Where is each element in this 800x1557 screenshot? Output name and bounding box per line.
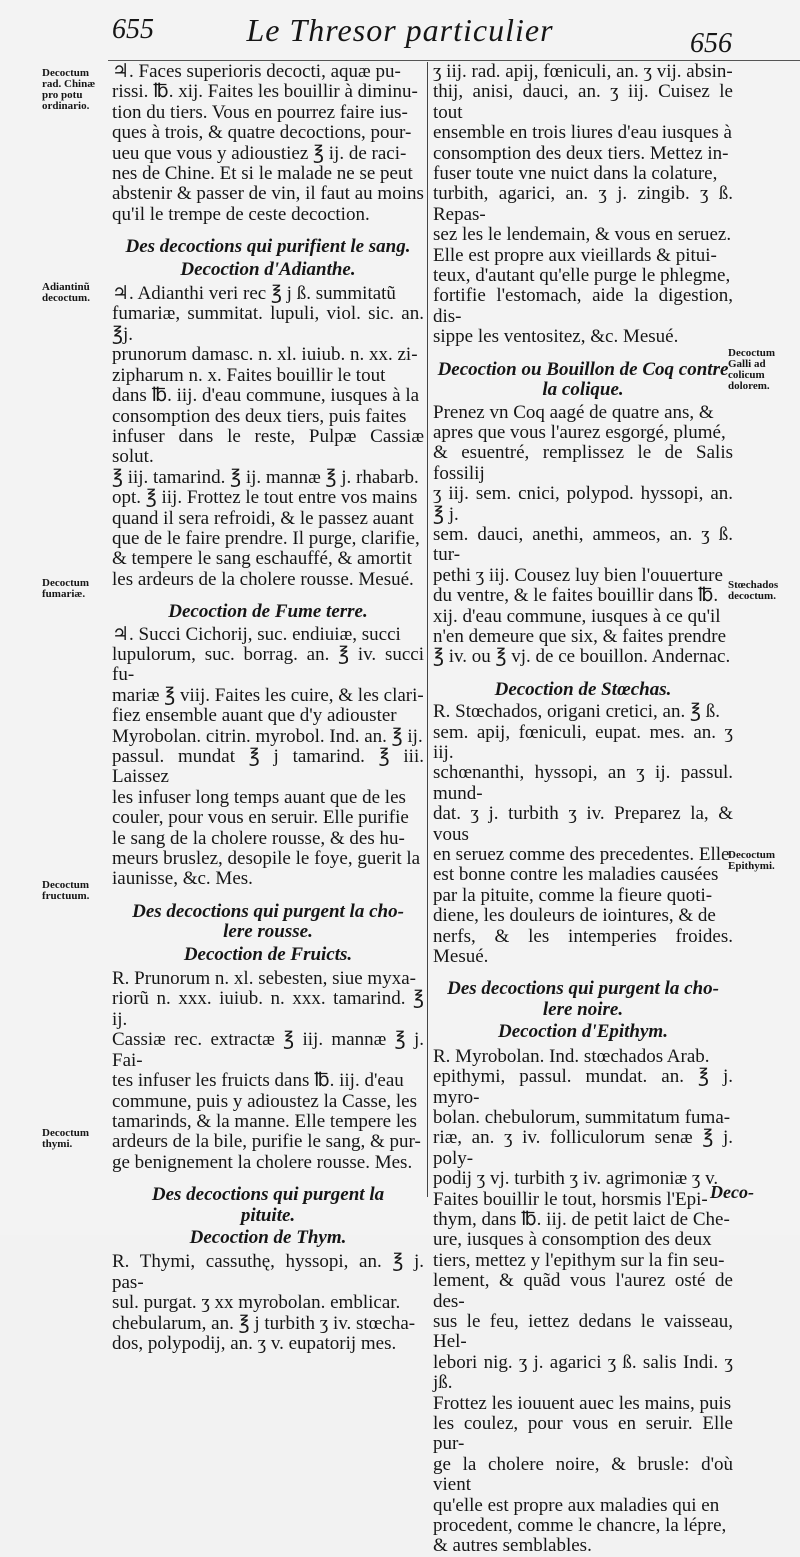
section-heading: Des decoctions qui purgent la cho- lere rousse. (132, 900, 404, 943)
subsection-heading: Decoction d'Epithym. (498, 1021, 668, 1043)
subsection-heading: Decoction de Thym. (189, 1226, 347, 1248)
paragraph: ♃. Adianthi veri rec ℥ j ß. summitatũ fumariæ, summitat. lupuli, viol. sic. an. ℥j. prunorum damasc. n. xl. iuiub. n. xx. zi- zipharum n. x. Faites bouillir le tout dans ℔. iij. d'eau commune, iusques à la consomption des deux tiers, puis faites infuser dans le reste, Pulpæ Cassiæ solut. ℥ iij. tamarind. ℥ ij. mannæ ℥ j. rhabarb. opt. ℥ iij. Frottez le tout entre vos mains quand il sera refroidi, & le passez auant que de le faire prendre. Il purge, clarifie, & tempere le sang eschauffé, & amortit les ardeurs de la cholere rousse. Mesué. (112, 283, 424, 590)
margin-note: Adiantinũ decoctum. (42, 281, 90, 304)
section-heading: Des decoctions qui purgent la pituite. (151, 1184, 385, 1226)
margin-note: Decoctum rad. Chinæ pro potu ordinario. (42, 67, 96, 112)
margin-note: Decoctum Galli ad colicum dolorem. (728, 347, 776, 392)
left-column (112, 62, 424, 1354)
paragraph: ♃. Succi Cichorij, suc. endiuiæ, succi lupulorum, suc. borrag. an. ℥ iv. succi fu- mariæ ℥ viij. Faites les cuire, & les clari- fiez ensemble auant que d'y adiouster Myrobolan. citrin. myrobol. Ind. an. ℥ ij. passul. mundat ℥ j tamarind. ℥ iii. Laissez les infuser long temps auant que de les couler, pour vous en seruir. Elle purifie le sang de la cholere rousse, & des hu- meurs bruslez, desopile le foye, guerit la iaunisse, &c. Mes. (112, 623, 424, 890)
margin-note: Stœchados decoctum. (728, 579, 779, 602)
paragraph: Prenez vn Coq aagé de quatre ans, & apres que vous l'aurez esgorgé, plumé, & esuentré, remplissez le de Salis fossilij ʒ iij. sem. cnici, polypod. hyssopi, an. ℥ j. sem. dauci, anethi, ammeos, an. ʒ ß. tur- pethi ʒ iij. Cousez luy bien l'ouuerture du ventre, & le faites bouillir dans ℔. xij. d'eau commune, iusques à ce qu'il n'en demeure que six, & faites prendre ℥ iv. ou ℥ vj. de ce bouillon. Andernac. (433, 401, 733, 668)
running-title: Le Thresor particulier (246, 12, 554, 48)
page-number-right: 656 (690, 28, 732, 59)
paragraph: R. Thymi, cassuthę, hyssopi, an. ℥ j. pas- sul. purgat. ʒ xx myrobolan. emblicar. chebularum, an. ℥ j turbith ʒ iv. stœcha- dos, polypodij, an. ʒ v. eupatorij mes. (112, 1251, 424, 1354)
paragraph: R. Stœchados, origani cretici, an. ℥ ß. sem. apij, fœniculi, eupat. mes. an. ʒ iij. schœnanthi, hyssopi, an ʒ ij. passul. mund- dat. ʒ j. turbith ʒ iv. Preparez la, & vous en seruez comme des precedentes. Elle est bonne contre les maladies causées par la pituite, comme la fieure quoti- diene, les douleurs de iointures, & de nerfs, & les intemperies froides. Mesué. (433, 701, 733, 968)
margin-note: Decoctum fumariæ. (42, 577, 90, 600)
section-heading: Decoction de Fume terre. (168, 601, 368, 623)
column-divider (427, 62, 428, 1197)
subsection-heading: Decoction d'Adianthe. (180, 258, 356, 280)
section-heading: Decoction ou Bouillon de Coq contre la colique. (437, 358, 729, 401)
margin-note: Decoctum Epithymi. (728, 849, 776, 872)
margin-note: Decoctum fructuum. (42, 879, 90, 902)
right-column (433, 62, 733, 1557)
page-number-left: 655 (112, 14, 154, 45)
paragraph: R. Prunorum n. xl. sebesten, siue myxa- riorũ n. xxx. iuiub. n. xxx. tamarind. ℥ ij. Cassiæ rec. extractæ ℥ iij. mannæ ℥ j. Fai- tes infuser les fruicts dans ℔. iij. d'eau commune, puis y adioustez la Casse, les tamarinds, & la manne. Elle tempere les ardeurs de la bile, purifie le sang, & pur- ge benignement la cholere rousse. Mes. (112, 968, 424, 1173)
section-heading: Decoction de Stœchas. (494, 678, 672, 700)
paragraph: ♃. Faces superioris decocti, aquæ pu- rissi. ℔. xij. Faites les bouillir à diminu- tion du tiers. Vous en pourrez faire ius- ques à trois, & quatre decoctions, pour- ueu que vous y adioustiez ℥ ij. de raci- nes de Chine. Et si le malade ne se peut abstenir & passer de vin, il faut au moins qu'il le trempe de ceste decoction. (112, 61, 424, 225)
section-heading: Des decoctions qui purgent la cho- lere noire. (447, 978, 719, 1020)
subsection-heading: Decoction de Fruicts. (183, 943, 353, 965)
section-heading: Des decoctions qui purifient le sang. (125, 236, 411, 258)
margin-note: Decoctum thymi. (42, 1127, 90, 1150)
catchword: Deco- (710, 1182, 754, 1202)
paragraph: R. Myrobolan. Ind. stœchados Arab. epithymi, passul. mundat. an. ℥ j. myro- bolan. chebulorum, summitatum fuma- riæ, an. ʒ iv. folliculorum senæ ℥ j. poly- podij ʒ vj. turbith ʒ iv. agrimoniæ ʒ v. Faites bouillir le tout, horsmis l'Epi- thym, dans ℔. iij. de petit laict de Che- ure, iusques à consomption des deux tiers, mettez y l'epithym sur la fin seu- lement, & quãd vous l'aurez osté de des- sus le feu, iettez dedans le vaisseau, Hel- lebori nig. ʒ j. agarici ʒ ß. salis Indi. ʒ jß. Frottez les iouuent auec les mains, puis les coulez, pour vous en seruir. Elle pur- ge la cholere noire, & brusle: d'où vient qu'elle est propre aux maladies qui en procedent, comme le chancre, la lépre, & autres semblables. (433, 1045, 733, 1557)
paragraph: ʒ iij. rad. apij, fœniculi, an. ʒ vij. absin- thij, anisi, dauci, an. ʒ iij. Cuisez le tout ensemble en trois liures d'eau iusques à consomption des deux tiers. Mettez in- fuser toute vne nuict dans la colature, turbith, agarici, an. ʒ j. zingib. ʒ ß. Repas- sez les le lendemain, & vous en seruez. Elle est propre aux vieillards & pitui- teux, d'autant qu'elle purge le phlegme, fortifie l'estomach, aide la digestion, dis- sippe les ventositez, &c. Mesué. (433, 61, 733, 348)
